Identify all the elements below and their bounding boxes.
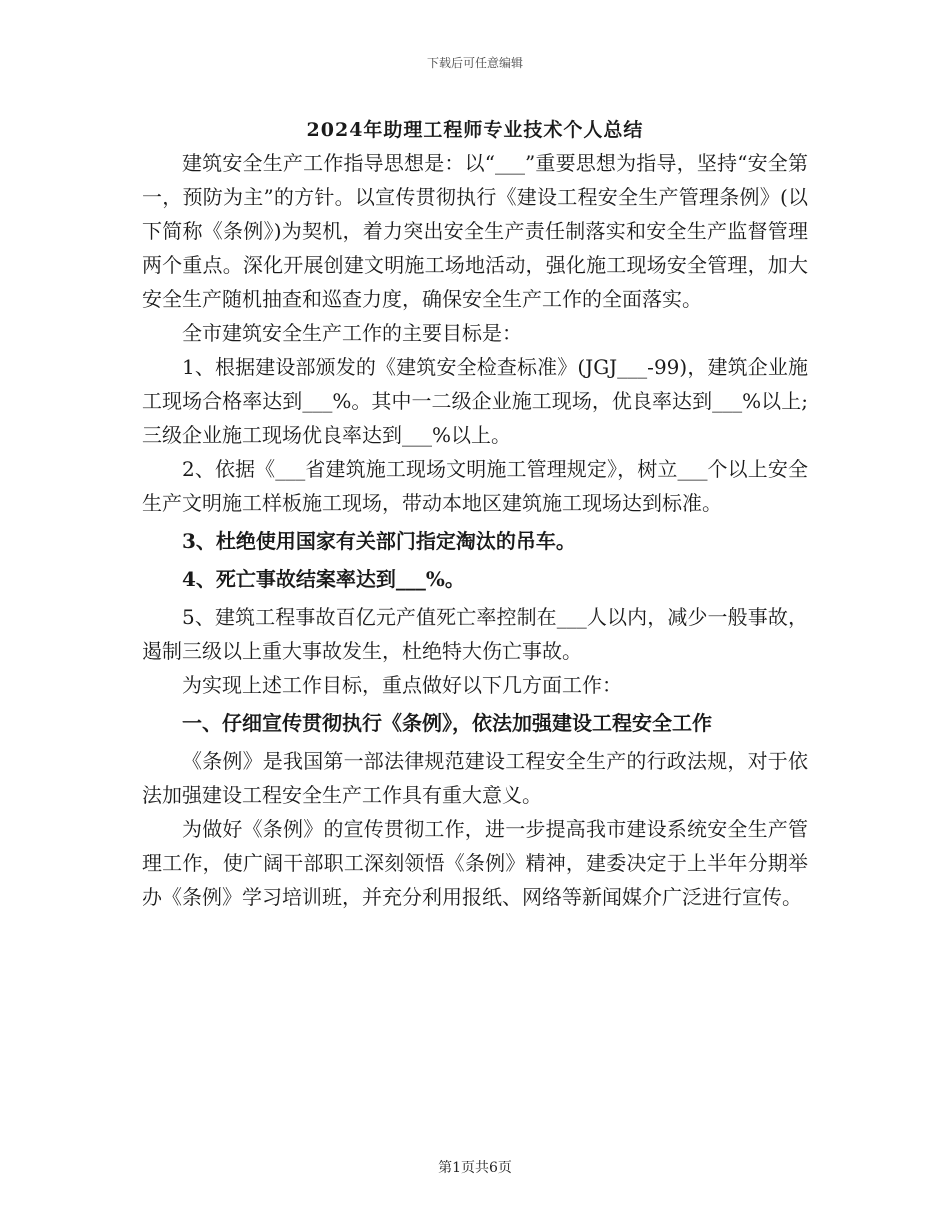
paragraph-goal-1: 1、根据建设部颁发的《建筑安全检查标准》(JGJ___-99)，建筑企业施工现场合格率达到___%。其中一二级企业施工现场，优良率达到___%以上;三级企业施工现场优良率达到___%以上。 xyxy=(142,355,808,447)
paragraph-goal-2: 2、依据《___省建筑施工现场文明施工管理规定》，树立___个以上安全生产文明施工样板施工现场，带动本地区建筑施工现场达到标准。 xyxy=(142,457,808,515)
paragraph-main-goals-intro: 全市建筑安全生产工作的主要目标是： xyxy=(182,321,522,345)
paragraph-guiding-ideology: 建筑安全生产工作指导思想是：以“___”重要思想为指导，坚持“安全第一，预防为主”的方针。以宣传贯彻执行《建设工程安全生产管理条例》(以下简称《条例》)为契机，着力突出安全生产责任制落实和安全生产监督管理两个重点。深化开展创建文明施工场地活动，强化施工现场安全管理，加大安全生产随机抽查和巡查力度，确保安全生产工作的全面落实。 xyxy=(142,151,808,311)
paragraph-goal-5: 5、建筑工程事故百亿元产值死亡率控制在___人以内，减少一般事故，遏制三级以上重大事故发生，杜绝特大伤亡事故。 xyxy=(142,605,808,663)
paragraph-regulation-publicity: 为做好《条例》的宣传贯彻工作，进一步提高我市建设系统安全生产管理工作，使广阔干部职工深刻领悟《条例》精神，建委决定于上半年分期举办《条例》学习培训班，并充分利用报纸、网络等新闻媒介广泛进行宣传。 xyxy=(142,817,808,909)
paragraph-goal-4: 4、死亡事故结案率达到___%。 xyxy=(182,567,465,591)
paragraph-regulation-significance: 《条例》是我国第一部法律规范建设工程安全生产的行政法规，对于依法加强建设工程安全生产工作具有重大意义。 xyxy=(142,749,808,807)
paragraph-goal-3: 3、杜绝使用国家有关部门指定淘汰的吊车。 xyxy=(182,529,576,553)
document-title: 2024年助理工程师专业技术个人总结 xyxy=(306,119,644,141)
paragraph-work-intro: 为实现上述工作目标，重点做好以下几方面工作： xyxy=(182,673,622,697)
section-heading-1: 一、仔细宣传贯彻执行《条例》，依法加强建设工程安全工作 xyxy=(182,711,712,735)
header-note: 下载后可任意编辑 xyxy=(426,56,523,70)
document-body xyxy=(142,146,808,914)
page-number: 第1页共6页 xyxy=(438,1160,512,1176)
